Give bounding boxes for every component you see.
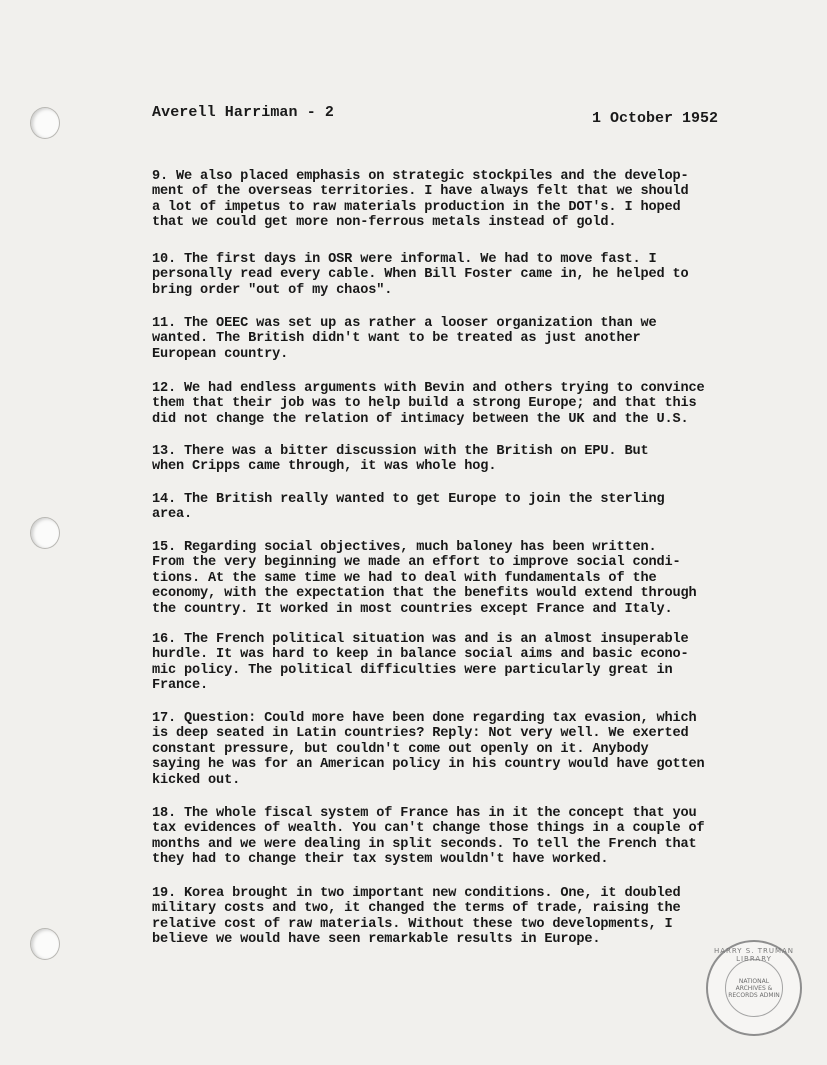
memo-header-recipient: Averell Harriman - 2 [152,104,335,121]
stamp-center-text: NATIONAL ARCHIVES & RECORDS ADMIN [725,959,783,1017]
paragraph-10: 10. The first days in OSR were informal. We had to move fast. I personally read every cable. When Bill Foster came in, he helped to bring order "out of my chaos". [152,252,689,298]
paragraph-13: 13. There was a bitter discussion with the British on EPU. But when Cripps came through, it was whole hog. [152,444,649,475]
archive-stamp [706,940,802,1036]
punch-hole-bottom [30,928,60,960]
paragraph-11: 11. The OEEC was set up as rather a looser organization than we wanted. The British didn't want to be treated as just another European country. [152,316,657,362]
paragraph-14: 14. The British really wanted to get Europe to join the sterling area. [152,492,665,523]
paragraph-9: 9. We also placed emphasis on strategic stockpiles and the develop- ment of the overseas territories. I have always felt that we should a lot of impetus to raw materials production in the DOT's. I hoped that we could get more non-ferrous metals instead of gold. [152,169,689,231]
stamp-ring-text: HARRY S. TRUMAN LIBRARY [713,947,795,963]
paragraph-18: 18. The whole fiscal system of France has in it the concept that you tax evidences of wealth. You can't change those things in a couple of months and we were dealing in split seconds. To tell the French that they had to change their tax system wouldn't have worked. [152,806,705,868]
paragraph-17: 17. Question: Could more have been done regarding tax evasion, which is deep seated in Latin countries? Reply: Not very well. We exerted constant pressure, but couldn't come out openly on it. Anybody saying he was for an American policy in his country would have gotten kicked out. [152,711,705,788]
paragraph-16: 16. The French political situation was and is an almost insuperable hurdle. It was hard to keep in balance social aims and basic econo- mic policy. The political difficulties were particularly great in France. [152,632,689,694]
memo-header-date: 1 October 1952 [592,110,719,127]
paragraph-19: 19. Korea brought in two important new conditions. One, it doubled military costs and two, it changed the terms of trade, raising the relative cost of raw materials. Without these two developments, I believe we would have seen remarkable results in Europe. [152,886,681,948]
paragraph-15: 15. Regarding social objectives, much baloney has been written. From the very beginning we made an effort to improve social condi- tions. At the same time we had to deal with fundamentals of the economy, with the expectation that the benefits would extend through the country. It worked in most countries except France and Italy. [152,540,697,617]
punch-hole-middle [30,517,60,549]
paragraph-12: 12. We had endless arguments with Bevin and others trying to convince them that their job was to help build a strong Europe; and that this did not change the relation of intimacy between the UK and the U.S. [152,381,705,427]
punch-hole-top [30,107,60,139]
